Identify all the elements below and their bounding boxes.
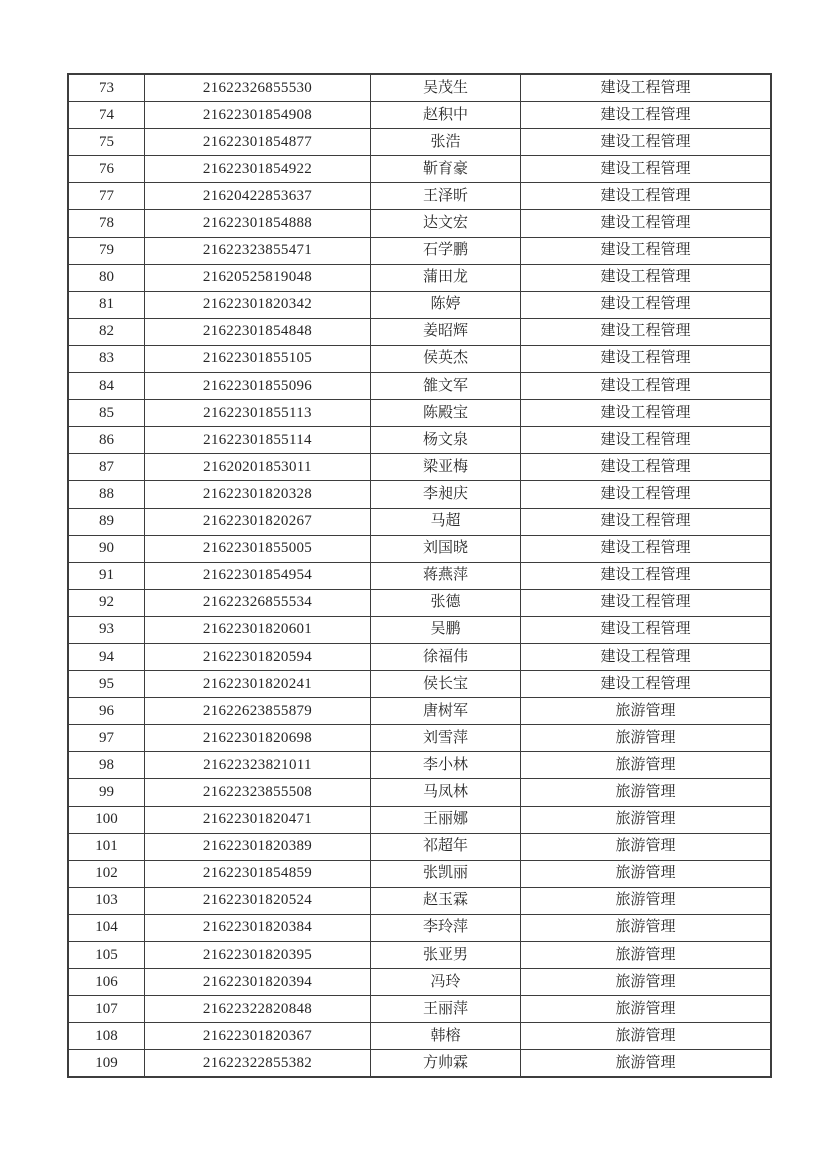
- student-id-cell: 21622322855382: [145, 1050, 371, 1078]
- student-name-cell: 张亚男: [371, 942, 521, 969]
- row-number-cell: 74: [68, 102, 145, 129]
- row-number-cell: 87: [68, 454, 145, 481]
- student-id-cell: 21622301855096: [145, 373, 371, 400]
- row-number-cell: 85: [68, 400, 145, 427]
- table-row: [68, 102, 771, 129]
- student-id-cell: 21622301855113: [145, 400, 371, 427]
- student-id-cell: 21622301820394: [145, 969, 371, 996]
- major-cell: 旅游管理: [521, 969, 772, 996]
- row-number-cell: 83: [68, 345, 145, 372]
- table-row: [68, 914, 771, 941]
- student-name-cell: 梁亚梅: [371, 454, 521, 481]
- table-row: [68, 942, 771, 969]
- row-number-cell: 81: [68, 291, 145, 318]
- table-row: [68, 806, 771, 833]
- row-number-cell: 106: [68, 969, 145, 996]
- row-number-cell: 84: [68, 373, 145, 400]
- student-id-cell: 21622301820328: [145, 481, 371, 508]
- student-id-cell: 21622323855508: [145, 779, 371, 806]
- row-number-cell: 108: [68, 1023, 145, 1050]
- row-number-cell: 97: [68, 725, 145, 752]
- table-row: [68, 291, 771, 318]
- major-cell: 旅游管理: [521, 833, 772, 860]
- student-name-cell: 吴鹏: [371, 616, 521, 643]
- row-number-cell: 90: [68, 535, 145, 562]
- student-name-cell: 张德: [371, 589, 521, 616]
- major-cell: 旅游管理: [521, 887, 772, 914]
- student-id-cell: 21622301820342: [145, 291, 371, 318]
- major-cell: 旅游管理: [521, 725, 772, 752]
- row-number-cell: 104: [68, 914, 145, 941]
- table-row: [68, 535, 771, 562]
- row-number-cell: 82: [68, 318, 145, 345]
- student-name-cell: 刘雪萍: [371, 725, 521, 752]
- major-cell: 建设工程管理: [521, 237, 772, 264]
- student-name-cell: 马超: [371, 508, 521, 535]
- student-roster-table-wrap: [67, 73, 772, 1078]
- student-id-cell: 21622301820524: [145, 887, 371, 914]
- student-id-cell: 21622301855005: [145, 535, 371, 562]
- student-name-cell: 韩榕: [371, 1023, 521, 1050]
- student-id-cell: 21622322820848: [145, 996, 371, 1023]
- row-number-cell: 89: [68, 508, 145, 535]
- student-id-cell: 21620422853637: [145, 183, 371, 210]
- row-number-cell: 103: [68, 887, 145, 914]
- student-name-cell: 靳育豪: [371, 156, 521, 183]
- student-name-cell: 祁超年: [371, 833, 521, 860]
- major-cell: 建设工程管理: [521, 643, 772, 670]
- row-number-cell: 78: [68, 210, 145, 237]
- table-row: [68, 264, 771, 291]
- student-id-cell: 21622301855114: [145, 427, 371, 454]
- student-id-cell: 21622301820698: [145, 725, 371, 752]
- row-number-cell: 76: [68, 156, 145, 183]
- student-id-cell: 21622301854954: [145, 562, 371, 589]
- table-row: [68, 210, 771, 237]
- student-name-cell: 赵玉霖: [371, 887, 521, 914]
- major-cell: 建设工程管理: [521, 427, 772, 454]
- major-cell: 建设工程管理: [521, 156, 772, 183]
- row-number-cell: 101: [68, 833, 145, 860]
- major-cell: 建设工程管理: [521, 129, 772, 156]
- row-number-cell: 92: [68, 589, 145, 616]
- student-name-cell: 陈殿宝: [371, 400, 521, 427]
- student-id-cell: 21622301820389: [145, 833, 371, 860]
- table-row: [68, 345, 771, 372]
- major-cell: 建设工程管理: [521, 400, 772, 427]
- student-id-cell: 21622301820395: [145, 942, 371, 969]
- student-name-cell: 刘国晓: [371, 535, 521, 562]
- major-cell: 旅游管理: [521, 942, 772, 969]
- student-id-cell: 21622301820367: [145, 1023, 371, 1050]
- table-row: [68, 725, 771, 752]
- student-name-cell: 蒋燕萍: [371, 562, 521, 589]
- row-number-cell: 109: [68, 1050, 145, 1078]
- student-name-cell: 陈婷: [371, 291, 521, 318]
- row-number-cell: 102: [68, 860, 145, 887]
- table-row: [68, 427, 771, 454]
- table-row: [68, 752, 771, 779]
- table-row: [68, 481, 771, 508]
- row-number-cell: 94: [68, 643, 145, 670]
- student-id-cell: 21620201853011: [145, 454, 371, 481]
- student-name-cell: 王丽娜: [371, 806, 521, 833]
- table-row: [68, 454, 771, 481]
- row-number-cell: 79: [68, 237, 145, 264]
- table-row: [68, 887, 771, 914]
- table-row: [68, 1023, 771, 1050]
- major-cell: 建设工程管理: [521, 535, 772, 562]
- major-cell: 旅游管理: [521, 698, 772, 725]
- student-name-cell: 李玲萍: [371, 914, 521, 941]
- table-row: [68, 373, 771, 400]
- student-id-cell: 21622326855534: [145, 589, 371, 616]
- table-row: [68, 183, 771, 210]
- table-row: [68, 74, 771, 102]
- table-row: [68, 562, 771, 589]
- student-id-cell: 21622301854888: [145, 210, 371, 237]
- row-number-cell: 73: [68, 74, 145, 102]
- major-cell: 建设工程管理: [521, 210, 772, 237]
- student-name-cell: 冯玲: [371, 969, 521, 996]
- student-id-cell: 21622301855105: [145, 345, 371, 372]
- row-number-cell: 107: [68, 996, 145, 1023]
- table-row: [68, 616, 771, 643]
- major-cell: 旅游管理: [521, 860, 772, 887]
- major-cell: 建设工程管理: [521, 291, 772, 318]
- student-name-cell: 王泽昕: [371, 183, 521, 210]
- student-name-cell: 王丽萍: [371, 996, 521, 1023]
- student-id-cell: 21622301854859: [145, 860, 371, 887]
- major-cell: 建设工程管理: [521, 616, 772, 643]
- row-number-cell: 80: [68, 264, 145, 291]
- student-id-cell: 21622326855530: [145, 74, 371, 102]
- student-name-cell: 张凯丽: [371, 860, 521, 887]
- table-row: [68, 779, 771, 806]
- student-id-cell: 21622301820384: [145, 914, 371, 941]
- row-number-cell: 96: [68, 698, 145, 725]
- student-name-cell: 吴茂生: [371, 74, 521, 102]
- student-name-cell: 侯英杰: [371, 345, 521, 372]
- table-row: [68, 698, 771, 725]
- row-number-cell: 75: [68, 129, 145, 156]
- major-cell: 旅游管理: [521, 1023, 772, 1050]
- major-cell: 建设工程管理: [521, 481, 772, 508]
- student-name-cell: 方帅霖: [371, 1050, 521, 1078]
- major-cell: 建设工程管理: [521, 589, 772, 616]
- student-id-cell: 21622301820594: [145, 643, 371, 670]
- major-cell: 旅游管理: [521, 752, 772, 779]
- major-cell: 建设工程管理: [521, 671, 772, 698]
- major-cell: 建设工程管理: [521, 264, 772, 291]
- student-id-cell: 21622301854922: [145, 156, 371, 183]
- major-cell: 旅游管理: [521, 779, 772, 806]
- major-cell: 建设工程管理: [521, 562, 772, 589]
- table-row: [68, 237, 771, 264]
- major-cell: 旅游管理: [521, 996, 772, 1023]
- table-row: [68, 996, 771, 1023]
- student-id-cell: 21622301820241: [145, 671, 371, 698]
- student-id-cell: 21622301854908: [145, 102, 371, 129]
- student-id-cell: 21622301820267: [145, 508, 371, 535]
- table-row: [68, 671, 771, 698]
- table-row: [68, 969, 771, 996]
- student-name-cell: 李小林: [371, 752, 521, 779]
- student-id-cell: 21622301820471: [145, 806, 371, 833]
- major-cell: 建设工程管理: [521, 74, 772, 102]
- row-number-cell: 88: [68, 481, 145, 508]
- student-id-cell: 21622623855879: [145, 698, 371, 725]
- student-name-cell: 杨文泉: [371, 427, 521, 454]
- major-cell: 旅游管理: [521, 1050, 772, 1078]
- row-number-cell: 86: [68, 427, 145, 454]
- row-number-cell: 100: [68, 806, 145, 833]
- major-cell: 建设工程管理: [521, 508, 772, 535]
- row-number-cell: 91: [68, 562, 145, 589]
- student-name-cell: 石学鹏: [371, 237, 521, 264]
- table-row: [68, 156, 771, 183]
- row-number-cell: 99: [68, 779, 145, 806]
- student-name-cell: 姜昭辉: [371, 318, 521, 345]
- table-row: [68, 833, 771, 860]
- student-id-cell: 21620525819048: [145, 264, 371, 291]
- student-roster-table: [67, 73, 772, 1078]
- student-id-cell: 21622323821011: [145, 752, 371, 779]
- table-row: [68, 860, 771, 887]
- table-body: [68, 74, 771, 1077]
- major-cell: 建设工程管理: [521, 373, 772, 400]
- table-row: [68, 508, 771, 535]
- student-name-cell: 侯长宝: [371, 671, 521, 698]
- student-name-cell: 赵积中: [371, 102, 521, 129]
- major-cell: 建设工程管理: [521, 318, 772, 345]
- row-number-cell: 98: [68, 752, 145, 779]
- table-row: [68, 129, 771, 156]
- major-cell: 旅游管理: [521, 914, 772, 941]
- student-name-cell: 唐树军: [371, 698, 521, 725]
- table-row: [68, 1050, 771, 1078]
- major-cell: 建设工程管理: [521, 454, 772, 481]
- student-name-cell: 蒲田龙: [371, 264, 521, 291]
- student-name-cell: 李昶庆: [371, 481, 521, 508]
- major-cell: 旅游管理: [521, 806, 772, 833]
- major-cell: 建设工程管理: [521, 183, 772, 210]
- student-id-cell: 21622323855471: [145, 237, 371, 264]
- student-name-cell: 马凤林: [371, 779, 521, 806]
- student-name-cell: 达文宏: [371, 210, 521, 237]
- student-name-cell: 雒文军: [371, 373, 521, 400]
- row-number-cell: 77: [68, 183, 145, 210]
- major-cell: 建设工程管理: [521, 345, 772, 372]
- table-row: [68, 643, 771, 670]
- student-id-cell: 21622301820601: [145, 616, 371, 643]
- student-name-cell: 徐福伟: [371, 643, 521, 670]
- student-id-cell: 21622301854877: [145, 129, 371, 156]
- row-number-cell: 95: [68, 671, 145, 698]
- row-number-cell: 105: [68, 942, 145, 969]
- row-number-cell: 93: [68, 616, 145, 643]
- table-row: [68, 400, 771, 427]
- student-id-cell: 21622301854848: [145, 318, 371, 345]
- major-cell: 建设工程管理: [521, 102, 772, 129]
- student-name-cell: 张浩: [371, 129, 521, 156]
- table-row: [68, 318, 771, 345]
- table-row: [68, 589, 771, 616]
